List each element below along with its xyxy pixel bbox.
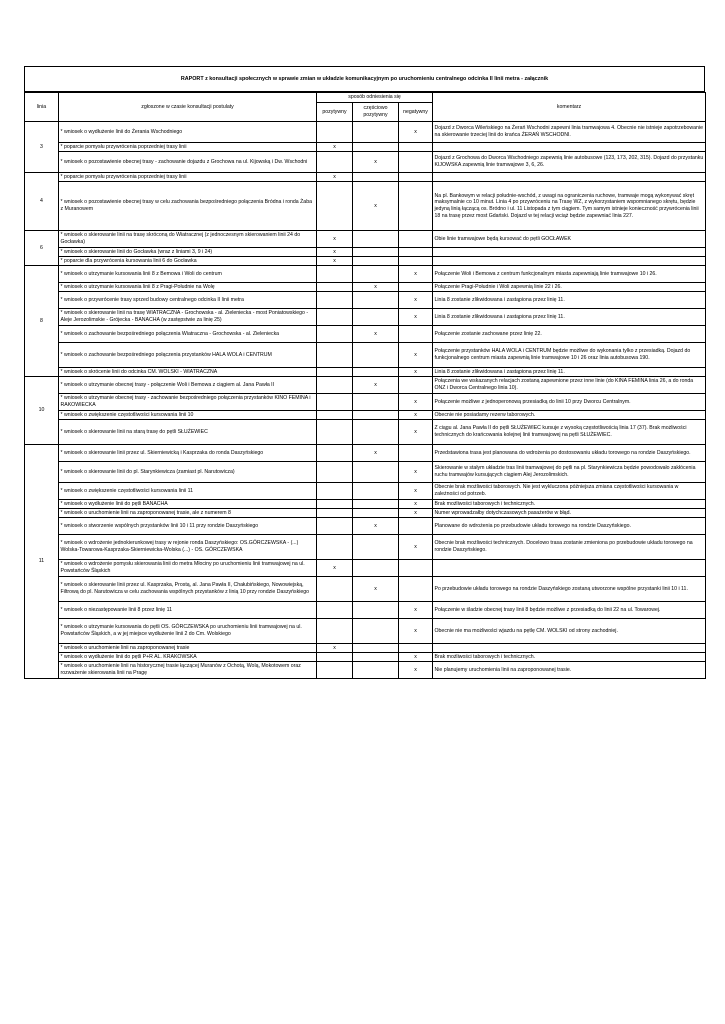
negative-mark-cell (399, 231, 433, 248)
comment-cell (433, 257, 706, 266)
postulate-cell: * wniosek o skierowanie linii do Gocławka (wraz z liniami 3, 9 i 24) (59, 248, 317, 257)
postulate-cell: * wniosek o skierowanie linii na trasę WIATRACZNA - Grochowska - al. Zieleniecka - most Poniatowskiego - Aleje Jerozolimskie - Grójecka - BANACHA (w zastępstwie za linię 25) (59, 309, 317, 326)
partial-mark-cell (353, 602, 399, 619)
comment-cell: Połączenie zostanie zachowane przez linię 22. (433, 326, 706, 343)
header-czesciowo: częściowo pozytywny (353, 103, 399, 122)
postulate-cell: * wniosek o skierowanie linii przez ul. Kasprzaka, Prostą, al. Jana Pawła II, Chałubińskiego, Nowowiejską, Filtrową do pl. Narutowicza w celu zachowania wspólnych przystanków z linią 10 przy rondzie Daszyńskiego (59, 577, 317, 602)
table-row (25, 283, 706, 292)
negative-mark-cell: x (399, 343, 433, 368)
table-row (25, 662, 706, 679)
postulate-cell: * wniosek o uruchomienie linii na zaproponowanej trasie, ale z numerem 8 (59, 509, 317, 518)
comment-cell: Dojazd z Grochowa do Dworca Wschodniego zapewnią linie autobusowe (123, 173, 202, 315). Dojazd do przystanku KIJOWSKA zapewnią linie tramwajowe 3, 6, 26. (433, 152, 706, 173)
negative-mark-cell: x (399, 420, 433, 445)
line-number-cell: 4 (25, 173, 59, 231)
positive-mark-cell (317, 518, 353, 535)
partial-mark-cell (353, 619, 399, 644)
partial-mark-cell: x (353, 182, 399, 231)
positive-mark-cell (317, 445, 353, 462)
comment-cell: Brak możliwości taborowych i technicznych. (433, 653, 706, 662)
postulate-cell: * wniosek o utrzymanie obecnej trasy - połączenie Woli i Bemowa z ciągiem al. Jana Pawła II (59, 377, 317, 394)
comment-cell: Planowane do wdrożenia po przebudowie układu torowego na rondzie Daszyńskiego. (433, 518, 706, 535)
line-number-cell: 6 (25, 231, 59, 266)
partial-mark-cell (353, 143, 399, 152)
negative-mark-cell (399, 143, 433, 152)
postulate-cell: * poparcie pomysłu przywrócenia poprzedniej trasy linii (59, 143, 317, 152)
table-row (25, 483, 706, 500)
postulate-cell: * wniosek o skierowanie linii przez ul. Skierniewicką i Kasprzaka do ronda Daszyńskiego (59, 445, 317, 462)
partial-mark-cell: x (353, 152, 399, 173)
partial-mark-cell (353, 122, 399, 143)
partial-mark-cell (353, 509, 399, 518)
positive-mark-cell (317, 509, 353, 518)
table-row (25, 394, 706, 411)
partial-mark-cell (353, 462, 399, 483)
negative-mark-cell (399, 173, 433, 182)
positive-mark-cell: x (317, 257, 353, 266)
header-postulaty: zgłoszone w czasie konsultacji postulaty (59, 93, 317, 122)
positive-mark-cell (317, 182, 353, 231)
negative-mark-cell: x (399, 292, 433, 309)
table-row (25, 122, 706, 143)
comment-cell (433, 248, 706, 257)
table-row (25, 509, 706, 518)
table-row (25, 500, 706, 509)
header-negatywny: negatywny (399, 103, 433, 122)
negative-mark-cell: x (399, 662, 433, 679)
table-row (25, 152, 706, 173)
positive-mark-cell (317, 662, 353, 679)
table-body (25, 122, 706, 679)
comment-cell: Brak możliwości taborowych i technicznych. (433, 500, 706, 509)
comment-cell: Obecnie nie posiadamy rezerw taborowych. (433, 411, 706, 420)
consultation-table (24, 92, 706, 679)
partial-mark-cell (353, 309, 399, 326)
comment-cell: Linia 8 zostanie zlikwidowana i zastąpiona przez linię 11. (433, 309, 706, 326)
negative-mark-cell: x (399, 653, 433, 662)
comment-cell: Linia 8 zostanie zlikwidowana i zastąpiona przez linię 11. (433, 292, 706, 309)
table-row (25, 420, 706, 445)
table-row (25, 644, 706, 653)
positive-mark-cell: x (317, 248, 353, 257)
table-row (25, 518, 706, 535)
partial-mark-cell (353, 535, 399, 560)
comment-cell: Obecnie brak możliwości taborowych. Nie jest wykluczona późniejsza zmiana częstotliwości kursowania w zależności od potrzeb. (433, 483, 706, 500)
comment-cell: Obecnie brak możliwości technicznych. Docelowo trasa zostanie zmieniona po przebudowie układu torowego na rondzie Daszyńskiego. (433, 535, 706, 560)
report-sheet (24, 66, 705, 679)
negative-mark-cell: x (399, 462, 433, 483)
partial-mark-cell: x (353, 283, 399, 292)
comment-cell: Po przebudowie układu torowego na rondzie Daszyńskiego zostaną utworzone wspólne przystanki linii 10 i 11. (433, 577, 706, 602)
table-row (25, 619, 706, 644)
postulate-cell: * wniosek o niezastępowanie linii 8 przez linię 11 (59, 602, 317, 619)
partial-mark-cell: x (353, 518, 399, 535)
negative-mark-cell (399, 518, 433, 535)
comment-cell: Połączenie Pragi-Południe i Woli zapewnią linie 22 i 26. (433, 283, 706, 292)
postulate-cell: * wniosek o utrzymanie obecnej trasy - zachowanie bezpośredniego połączenia przystanków KINO FEMINA i RAKOWIECKA (59, 394, 317, 411)
positive-mark-cell (317, 266, 353, 283)
table-row (25, 445, 706, 462)
table-row (25, 411, 706, 420)
partial-mark-cell (353, 292, 399, 309)
comment-cell: Z ciągu al. Jana Pawła II do pętli SŁUŻEWIEC kursuje z wysoką częstotliwością linia 17 (37). Brak możliwości technicznych do krańcowania kolejnej linii tramwajowej na pętli SŁUŻEWIEC. (433, 420, 706, 445)
comment-cell: Nie planujemy uruchomienia linii na zaproponowanej trasie. (433, 662, 706, 679)
comment-cell: Obie linie tramwajowe będą kursować do pętli GOCŁAWEK (433, 231, 706, 248)
negative-mark-cell: x (399, 619, 433, 644)
negative-mark-cell (399, 560, 433, 577)
table-row (25, 560, 706, 577)
partial-mark-cell: x (353, 445, 399, 462)
positive-mark-cell (317, 394, 353, 411)
negative-mark-cell (399, 152, 433, 173)
line-number-cell: 11 (25, 445, 59, 679)
positive-mark-cell (317, 152, 353, 173)
partial-mark-cell (353, 266, 399, 283)
comment-cell (433, 644, 706, 653)
report-title: RAPORT z konsultacji społecznych w sprawie zmian w układzie komunikacyjnym po uruchomieniu centralnego odcinka II linii metra - załącznik (24, 66, 705, 92)
postulate-cell: * wniosek o utrzymanie kursowania do pętli OS. GÓRCZEWSKA po uruchomieniu linii tramwajowej na ul. Powstańców Śląskich, a w jej miejsce wydłużenie linii 2 do Cm. Wolskiego (59, 619, 317, 644)
negative-mark-cell: x (399, 309, 433, 326)
table-row (25, 462, 706, 483)
comment-cell: Numer wprowadzałby dotychczasowych pasażerów w błąd. (433, 509, 706, 518)
positive-mark-cell (317, 283, 353, 292)
partial-mark-cell: x (353, 377, 399, 394)
comment-cell: Skierowanie w stałym układzie tras linii tramwajowej do pętli na pl. Starynkiewicza będzie powodowało zakłócenia ruchu tramwajów kursujących ciągiem Alej Jerozolimskich. (433, 462, 706, 483)
negative-mark-cell (399, 248, 433, 257)
postulate-cell: * wniosek o wydłużenie linii do Żerania Wschodniego (59, 122, 317, 143)
negative-mark-cell: x (399, 368, 433, 377)
line-number-cell: 8 (25, 266, 59, 377)
partial-mark-cell: x (353, 326, 399, 343)
partial-mark-cell (353, 248, 399, 257)
negative-mark-cell: x (399, 266, 433, 283)
partial-mark-cell (353, 483, 399, 500)
positive-mark-cell (317, 500, 353, 509)
table-row (25, 182, 706, 231)
partial-mark-cell (353, 257, 399, 266)
header-pozytywny: pozytywny (317, 103, 353, 122)
table-row (25, 292, 706, 309)
comment-cell (433, 173, 706, 182)
table-row (25, 368, 706, 377)
negative-mark-cell (399, 326, 433, 343)
postulate-cell: * wniosek o wydłużenie linii do pętli BANACHA (59, 500, 317, 509)
positive-mark-cell (317, 326, 353, 343)
positive-mark-cell: x (317, 173, 353, 182)
positive-mark-cell (317, 653, 353, 662)
table-row (25, 577, 706, 602)
postulate-cell: * wniosek o zachowanie bezpośredniego połączenia przystanków HALA WOLA i CENTRUM (59, 343, 317, 368)
comment-cell: Przedstawiona trasa jest planowana do wdrożenia po dostosowaniu układu torowego na rondzie Daszyńskiego. (433, 445, 706, 462)
postulate-cell: * poparcie dla przywrócenia kursowania linii 6 do Gocławka (59, 257, 317, 266)
postulate-cell: * wniosek o zwiększenie częstotliwości kursowania linii 11 (59, 483, 317, 500)
line-number-cell: 10 (25, 377, 59, 445)
table-row (25, 343, 706, 368)
negative-mark-cell (399, 257, 433, 266)
header-komentarz: komentarz (433, 93, 706, 122)
positive-mark-cell (317, 602, 353, 619)
comment-cell (433, 143, 706, 152)
table-row (25, 653, 706, 662)
line-number-cell: 3 (25, 122, 59, 173)
positive-mark-cell (317, 377, 353, 394)
postulate-cell: * wniosek o skierowanie linii na trasę skróconą do Wiatracznej (z jednoczesnym skierowaniem linii 24 do Gocławka) (59, 231, 317, 248)
partial-mark-cell (353, 394, 399, 411)
partial-mark-cell (353, 662, 399, 679)
negative-mark-cell (399, 283, 433, 292)
positive-mark-cell: x (317, 560, 353, 577)
comment-cell: Połączenie możliwe z jednoperonową przesiadką do linii 10 przy Dworcu Centralnym. (433, 394, 706, 411)
positive-mark-cell (317, 483, 353, 500)
comment-cell: Obecnie nie ma możliwości wjazdu na pętlę CM. WOLSKI od strony zachodniej. (433, 619, 706, 644)
comment-cell: Połączenia we wskazanych relacjach zostaną zapewnione przez inne linie (do KINA FEMINA linia 26, a do ronda ONZ i Dworca Centralnego linia 10). (433, 377, 706, 394)
negative-mark-cell: x (399, 509, 433, 518)
positive-mark-cell (317, 292, 353, 309)
partial-mark-cell (353, 411, 399, 420)
comment-cell: Połączenie Woli i Bemowa z centrum funkcjonalnym miasta zapewniają linie tramwajowe 10 i 26. (433, 266, 706, 283)
postulate-cell: * wniosek o przywrócenie trasy sprzed budowy centralnego odcinka II linii metra (59, 292, 317, 309)
table-row (25, 231, 706, 248)
negative-mark-cell: x (399, 122, 433, 143)
table-row (25, 248, 706, 257)
negative-mark-cell: x (399, 394, 433, 411)
comment-cell: Połączenie przystanków HALA WOLA i CENTRUM będzie możliwe do wykonania tylko z przesiadką. Dojazd do funkcjonalnego centrum miasta zapewnią linie tramwajowe 10 i 26 oraz linia autobusowa 190. (433, 343, 706, 368)
postulate-cell: * wniosek o utrzymanie kursowania linii 8 z Bemowa i Woli do centrum (59, 266, 317, 283)
positive-mark-cell (317, 411, 353, 420)
postulate-cell: * wniosek o zachowanie bezpośredniego połączenia Wiatraczna - Grochowska - al. Zieleniecka (59, 326, 317, 343)
partial-mark-cell (353, 560, 399, 577)
postulate-cell: * wniosek o zwiększenie częstotliwości kursowania linii 10 (59, 411, 317, 420)
negative-mark-cell: x (399, 411, 433, 420)
partial-mark-cell (353, 420, 399, 445)
postulate-cell: * wniosek o skierowanie linii na starą trasę do pętli SŁUŻEWIEC (59, 420, 317, 445)
positive-mark-cell: x (317, 231, 353, 248)
partial-mark-cell (353, 500, 399, 509)
partial-mark-cell (353, 343, 399, 368)
positive-mark-cell (317, 420, 353, 445)
postulate-cell: * wniosek o skrócenie linii do odcinka CM. WOLSKI - WIATRACZNA (59, 368, 317, 377)
partial-mark-cell (353, 644, 399, 653)
postulate-cell: * wniosek o wdrożenie jednokierunkowej trasy w rejonie ronda Daszyńskiego: OS.GÓRCZEWSKA - (...) Wolska-Towarowa-Kasprzaka-Skierniewicka-Wolska (...) - OS. GÓRCZEWSKA (59, 535, 317, 560)
partial-mark-cell: x (353, 577, 399, 602)
header-sposob: sposób odniesienia się (317, 93, 433, 103)
comment-cell: Linia 8 zostanie zlikwidowana i zastąpiona przez linię 11. (433, 368, 706, 377)
table-row (25, 257, 706, 266)
table-row (25, 309, 706, 326)
header-linia: linia (25, 93, 59, 122)
table-row (25, 266, 706, 283)
partial-mark-cell (353, 653, 399, 662)
postulate-cell: * wniosek o pozostawienie obecnej trasy - zachowanie dojazdu z Grochowa na ul. Kijowską i Dw. Wschodni (59, 152, 317, 173)
negative-mark-cell: x (399, 602, 433, 619)
negative-mark-cell (399, 377, 433, 394)
positive-mark-cell (317, 343, 353, 368)
table-row (25, 326, 706, 343)
comment-cell (433, 560, 706, 577)
partial-mark-cell (353, 368, 399, 377)
postulate-cell: * wniosek o uruchomienie linii na historycznej trasie łączącej Muranów z Ochotą, Wolą, Mokotowem oraz rozważenie skierowania linii na Pragę (59, 662, 317, 679)
negative-mark-cell: x (399, 483, 433, 500)
table-row (25, 377, 706, 394)
postulate-cell: * wniosek o skierowanie linii do pl. Starynkiewicza (zamiast pl. Narutowicza) (59, 462, 317, 483)
partial-mark-cell (353, 231, 399, 248)
negative-mark-cell: x (399, 535, 433, 560)
postulate-cell: * wniosek o pozostawienie obecnej trasy w celu zachowania bezpośredniego połączenia Bródna i ronda Żaba z Muranowem (59, 182, 317, 231)
comment-cell: Dojazd z Dworca Wileńskiego na Żerań Wschodni zapewni linia tramwajowa 4. Obecnie nie istnieje zapotrzebowanie na skierowanie trzeciej linii do krańca ŻERAŃ WSCHODNI. (433, 122, 706, 143)
positive-mark-cell (317, 368, 353, 377)
negative-mark-cell (399, 182, 433, 231)
comment-cell: Na pl. Bankowym w relacji południe-wschód, z uwagi na ograniczenia ruchowe, tramwaje mogą wykonywać skręt maksymalnie co 10 minut. Linia 4 po przywróceniu na Trasę WZ, z wykorzystaniem wspomnianego skrętu, będzie jedyną linią łączącą os. Bródno i ul. 11 Listopada z tym ciągiem. Tym samym istnieje konieczność przywrócenia linii 18 na trasę przez most Gdański. Dojazd w tej relacji wciąż będzie zapewniać linia 227. (433, 182, 706, 231)
postulate-cell: * wniosek o stworzenie wspólnych przystanków linii 10 i 11 przy rondzie Daszyńskiego (59, 518, 317, 535)
negative-mark-cell (399, 644, 433, 653)
positive-mark-cell (317, 309, 353, 326)
positive-mark-cell: x (317, 143, 353, 152)
comment-cell: Połączenie w śladzie obecnej trasy linii 8 będzie możliwe z przesiadką do linii 22 na ul. Towarowej. (433, 602, 706, 619)
postulate-cell: * wniosek o uruchomienie linii na zaproponowanej trasie (59, 644, 317, 653)
table-row (25, 143, 706, 152)
positive-mark-cell (317, 535, 353, 560)
positive-mark-cell (317, 577, 353, 602)
postulate-cell: * poparcie pomysłu przywrócenia poprzedniej trasy linii (59, 173, 317, 182)
negative-mark-cell: x (399, 500, 433, 509)
postulate-cell: * wniosek o wdrożenie pomysłu skierowania linii do metra Młociny po uruchomieniu linii tramwajowej na ul. Powstańców Śląskich (59, 560, 317, 577)
positive-mark-cell (317, 462, 353, 483)
positive-mark-cell (317, 619, 353, 644)
header-row-1 (25, 93, 706, 103)
positive-mark-cell: x (317, 644, 353, 653)
positive-mark-cell (317, 122, 353, 143)
partial-mark-cell (353, 173, 399, 182)
table-row (25, 535, 706, 560)
postulate-cell: * wniosek o utrzymanie kursowania linii 8 z Pragi-Południe na Wolę (59, 283, 317, 292)
negative-mark-cell (399, 445, 433, 462)
negative-mark-cell (399, 577, 433, 602)
table-row (25, 602, 706, 619)
postulate-cell: * wniosek o wydłużenie linii do pętli P+R AL. KRAKOWSKA (59, 653, 317, 662)
table-row (25, 173, 706, 182)
